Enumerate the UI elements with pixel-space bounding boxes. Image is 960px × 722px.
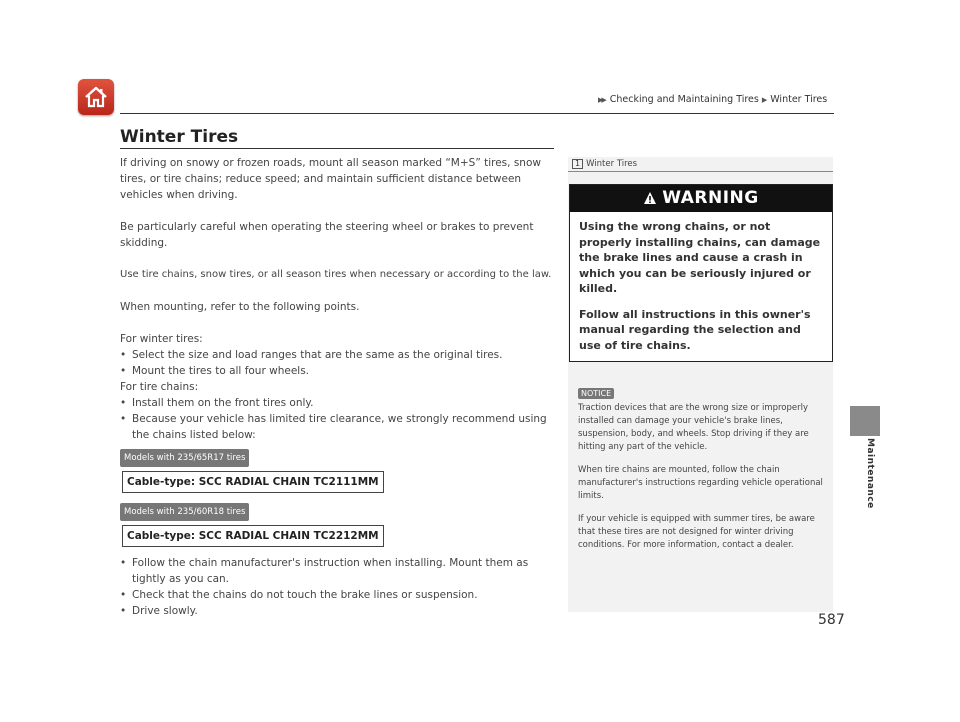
notice-paragraph: Traction devices that are the wrong size or improperly installed can damage your vehicle's brake lines, suspension, body, and wheels. Stop driving if they are hitting any part of the vehicle.: [578, 403, 809, 452]
side-panel-heading: [568, 157, 833, 172]
side-heading-text: Winter Tires: [586, 159, 638, 169]
chain-spec-box: Cable-type: SCC RADIAL CHAIN TC2212MM: [122, 525, 384, 547]
page-number: 587: [818, 612, 845, 628]
list-item: • Mount the tires to all four wheels.: [120, 365, 310, 377]
list-item: • Because your vehicle has limited tire clearance, we strongly recommend using the chains listed below:: [120, 413, 547, 441]
warning-body: [570, 212, 832, 361]
list-item: • Drive slowly.: [120, 605, 198, 617]
notice-tag: NOTICE: [578, 388, 614, 399]
breadcrumb-arrow-icon: ▶: [761, 95, 766, 104]
list-item: • Check that the chains do not touch the brake lines or suspension.: [120, 589, 478, 601]
side-notes-panel: [568, 157, 833, 612]
winter-tires-heading: For winter tires:: [120, 333, 203, 345]
main-content: [120, 155, 560, 619]
breadcrumb-arrow-icon: ▶▶: [598, 95, 605, 104]
warning-title: [570, 185, 832, 212]
notice-text: [568, 400, 833, 552]
tire-chains-heading: For tire chains:: [120, 381, 199, 393]
home-button[interactable]: [78, 79, 114, 115]
breadcrumb: [598, 94, 827, 105]
use-paragraph: Use tire chains, snow tires, or all season tires when necessary or according to the law.: [120, 269, 552, 280]
list-item: • Install them on the front tires only.: [120, 397, 314, 409]
reference-number: 1: [572, 159, 583, 169]
notice-paragraph: If your vehicle is equipped with summer tires, be aware that these tires are not designed for winter driving conditions. For more information, contact a dealer.: [578, 514, 815, 550]
home-icon: [83, 84, 109, 110]
model-tag: Models with 235/65R17 tires: [120, 449, 249, 467]
section-tab-marker: [850, 406, 880, 436]
mounting-paragraph: When mounting, refer to the following points.: [120, 301, 360, 313]
section-tab-label: Maintenance: [865, 438, 875, 509]
intro-paragraph: If driving on snowy or frozen roads, mount all season marked “M+S” tires, snow tires, or tire chains; reduce speed; and maintain sufficient distance between vehicles when driving.: [120, 157, 541, 201]
title-divider: [120, 148, 554, 149]
warning-icon: [643, 191, 657, 205]
warning-box: [569, 184, 833, 362]
warning-paragraph: Follow all instructions in this owner's manual regarding the selection and use of tire chains.: [579, 307, 811, 352]
list-item: • Follow the chain manufacturer's instruction when installing. Mount them as tightly as you can.: [120, 557, 529, 585]
notice-paragraph: When tire chains are mounted, follow the chain manufacturer's instructions regarding vehicle operational limits.: [578, 465, 823, 501]
breadcrumb-item-parent[interactable]: Checking and Maintaining Tires: [609, 94, 759, 105]
chain-spec-box: Cable-type: SCC RADIAL CHAIN TC2111MM: [122, 471, 384, 493]
warning-title-text: WARNING: [662, 188, 759, 208]
model-tag: Models with 235/60R18 tires: [120, 503, 249, 521]
header-divider: [120, 113, 834, 114]
breadcrumb-item-current: Winter Tires: [770, 94, 828, 105]
careful-paragraph: Be particularly careful when operating the steering wheel or brakes to prevent skidding.: [120, 221, 534, 249]
warning-paragraph: Using the wrong chains, or not properly installing chains, can damage the brake lines and cause a crash in which you can be seriously injured or killed.: [579, 220, 821, 295]
page-title: Winter Tires: [120, 127, 239, 147]
list-item: • Select the size and load ranges that are the same as the original tires.: [120, 349, 503, 361]
